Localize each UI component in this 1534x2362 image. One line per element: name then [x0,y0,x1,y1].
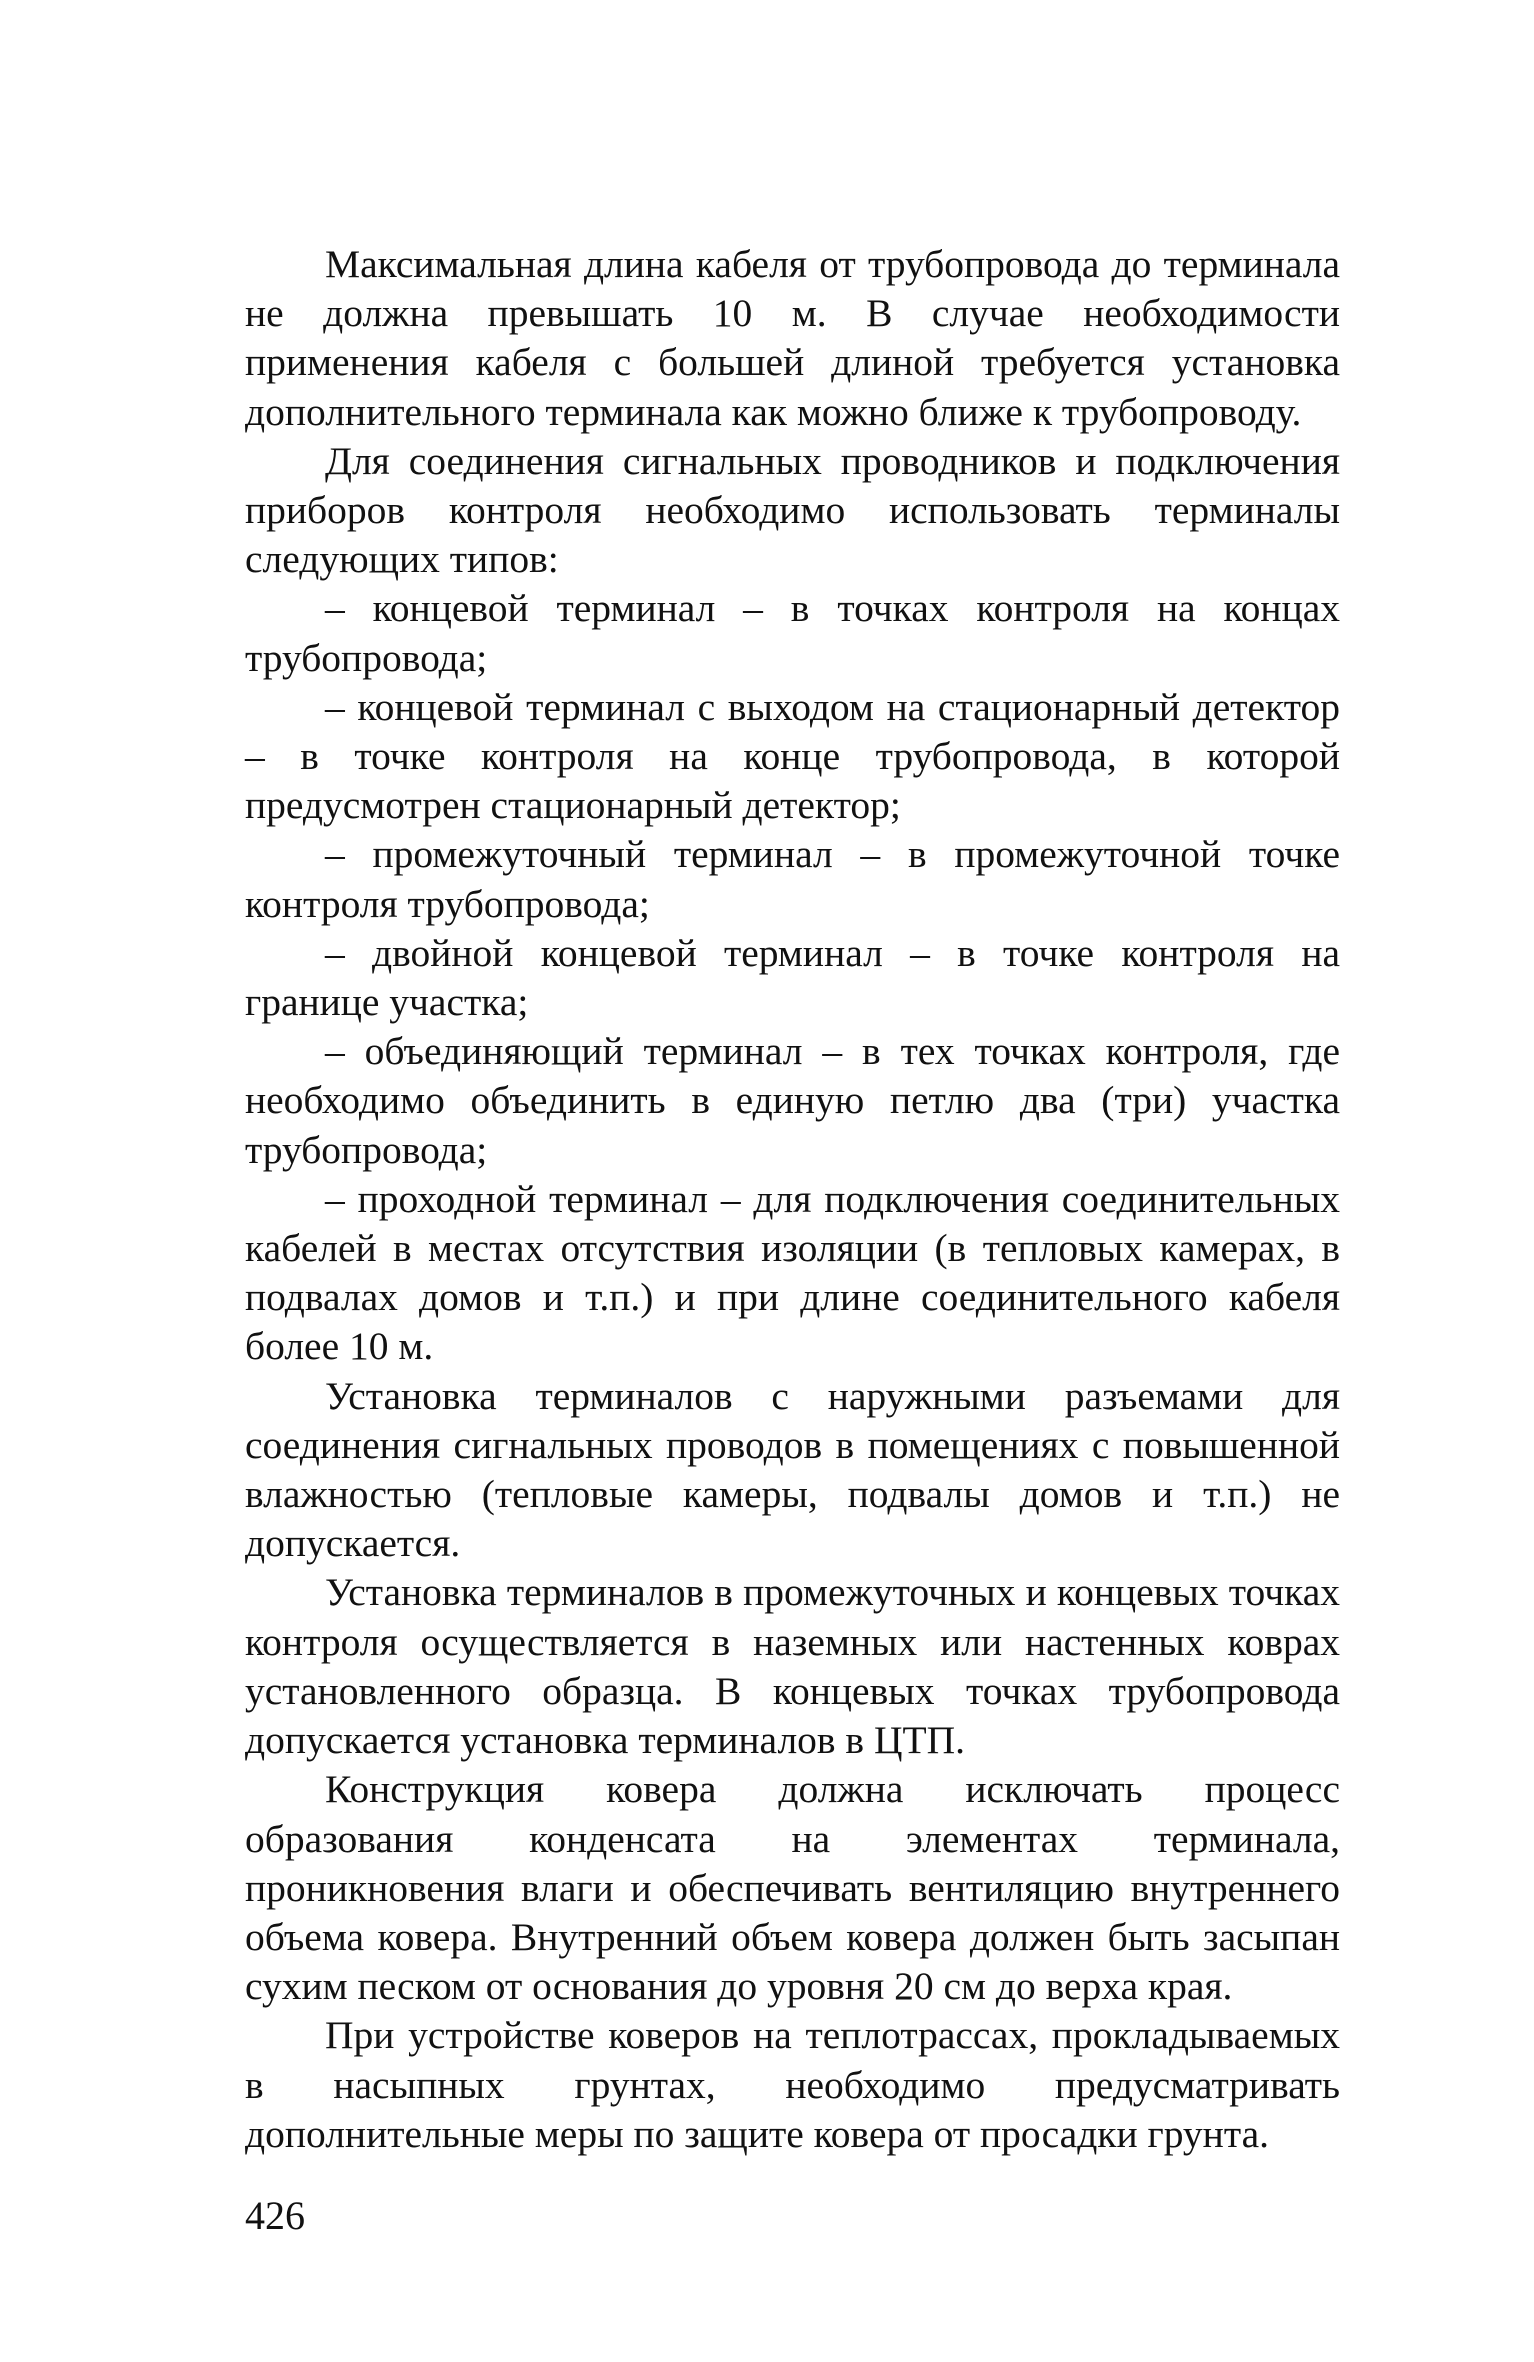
list-item-double-end-terminal: – двойной концевой терминал – в точке контроля на границе участка; [245,930,1340,1025]
list-item-end-terminal-detector: – концевой терминал с выходом на стационарный детектор – в точке контроля на конце трубопровода, в которой предусмотрен стационарный детектор; [245,684,1340,828]
paragraph-cover-construction: Конструкция ковера должна исключать процесс образования конденсата на элементах терминала, проникновения влаги и обеспечивать вентиляцию внутреннего объема ковера. Внутренний объем ковера должен быть засыпан сухим песком от основания до уровня 20 см до верха края. [245,1767,1340,2009]
list-item-intermediate-terminal: – промежуточный терминал – в промежуточной точке контроля трубопровода; [245,832,1340,926]
paragraph-bulk-soil: При устройстве коверов на теплотрассах, прокладываемых в насыпных грунтах, необходимо предусматривать дополнительные меры по защите ковера от просадки грунта. [245,2013,1340,2156]
paragraph-humidity: Установка терминалов с наружными разъемами для соединения сигнальных проводов в помещениях с повышенной влажностью (тепловые камеры, подвалы домов и т.п.) не допускается. [245,1373,1340,1566]
paragraph-terminal-types: Для соединения сигнальных проводников и подключения приборов контроля необходимо использовать терминалы следующих типов: [245,438,1340,582]
paragraph-cable-length: Максимальная длина кабеля от трубопровода до терминала не должна превышать 10 м. В случае необходимости применения кабеля с большей длиной требуется установка дополнительного терминала как можно ближе к трубопроводу. [245,242,1340,434]
list-item-joining-terminal: – объединяющий терминал – в тех точках контроля, где необходимо объединить в единую петлю два (три) участка трубопровода; [245,1029,1340,1172]
paragraph-installation: Установка терминалов в промежуточных и концевых точках контроля осуществляется в наземных или настенных коврах установленного образца. В концевых точках трубопровода допускается установка терминалов в ЦТП. [245,1570,1340,1763]
list-item-end-terminal: – концевой терминал – в точках контроля на концах трубопровода; [245,586,1340,680]
body-text [245,240,1340,2159]
page-number: 426 [245,2193,305,2238]
list-item-pass-through-terminal: – проходной терминал – для подключения соединительных кабелей в местах отсутствия изоляции (в тепловых камерах, в подвалах домов и т.п.) и при длине соединительного кабеля более 10 м. [245,1176,1340,1369]
